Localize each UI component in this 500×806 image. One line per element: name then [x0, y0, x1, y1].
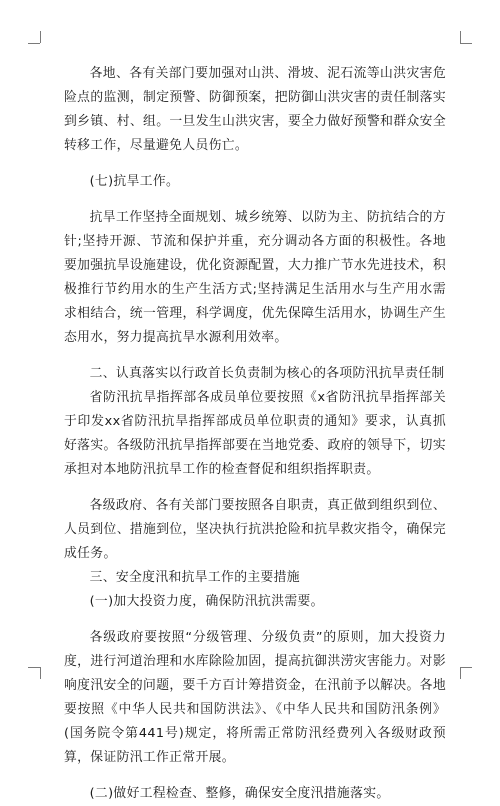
paragraph-headquarters-duties: 省防汛抗旱指挥部各成员单位要按照《x省防汛抗旱指挥部关于印发xx省防汛抗旱指挥部成员单位职责的通知》要求，认真抓好落实。各级防汛抗旱指挥部要在当地党委、政府的领导下，切实承担对本地防汛抗旱工作的检查督促和组织指挥职责。 [64, 390, 446, 477]
subsection-heading-investment: (一)加大投资力度，确保防汛抗洪需要。 [89, 594, 324, 609]
crop-mark-bottom-left-vertical [40, 667, 41, 679]
crop-mark-top-left [28, 43, 40, 44]
crop-mark-bottom-left [28, 667, 40, 668]
paragraph-government-responsibilities: 各级政府、各有关部门要按照各自职责，真正做到组织到位、人员到位、措施到位，坚决执行抗洪抢险和抗旱救灾指令，确保完成任务。 [64, 498, 446, 561]
section-heading-responsibility-system: 二、认真落实以行政首长负责制为核心的各项防汛抗旱责任制 [89, 366, 445, 381]
crop-mark-bottom-right [460, 667, 472, 668]
crop-mark-top-left-vertical [40, 31, 41, 43]
subsection-heading-engineering-inspection: (二)做好工程检查、整修，确保安全度汛措施落实。 [89, 786, 390, 801]
paragraph-drought-policy: 抗旱工作坚持全面规划、城乡统筹、以防为主、防抗结合的方针;坚持开源、节流和保护并重，充分调动各方面的积极性。各地要加强抗旱设施建设，优化资源配置，大力推广节水先进技术，积极推行节约用水的生产生活方式;坚持满足生活用水与生产用水需求相结合，统一管理，科学调度，优先保障生活用水，协调生产生态用水，努力提高抗旱水源利用效率。 [64, 210, 446, 345]
crop-mark-top-right-vertical [460, 31, 461, 43]
section-heading-main-measures: 三、安全度汛和抗旱工作的主要措施 [89, 570, 300, 585]
document-body [64, 62, 446, 806]
section-heading-drought-work: (七)抗旱工作。 [89, 174, 180, 189]
paragraph-investment-details: 各级政府要按照“分级管理、分级负责”的原则，加大投资力度，进行河道治理和水库除险加固，提高抗御洪涝灾害能力。对影响度汛安全的问题，要千方百计筹措资金，在汛前予以解决。各地要按照《中华人民共和国防洪法》、《中华人民共和国防汛条例》(国务院令第441号)规定，将所需正常防汛经费列入各级财政预算，保证防汛工作正常开展。 [64, 630, 446, 765]
paragraph-flood-disaster-monitoring: 各地、各有关部门要加强对山洪、滑坡、泥石流等山洪灾害危险点的监测，制定预警、防御预案，把防御山洪灾害的责任制落实到乡镇、村、组。一旦发生山洪灾害，要全力做好预警和群众安全转移工作，尽量避免人员伤亡。 [64, 66, 446, 153]
crop-mark-top-right [460, 43, 472, 44]
crop-mark-bottom-right-vertical [460, 667, 461, 679]
